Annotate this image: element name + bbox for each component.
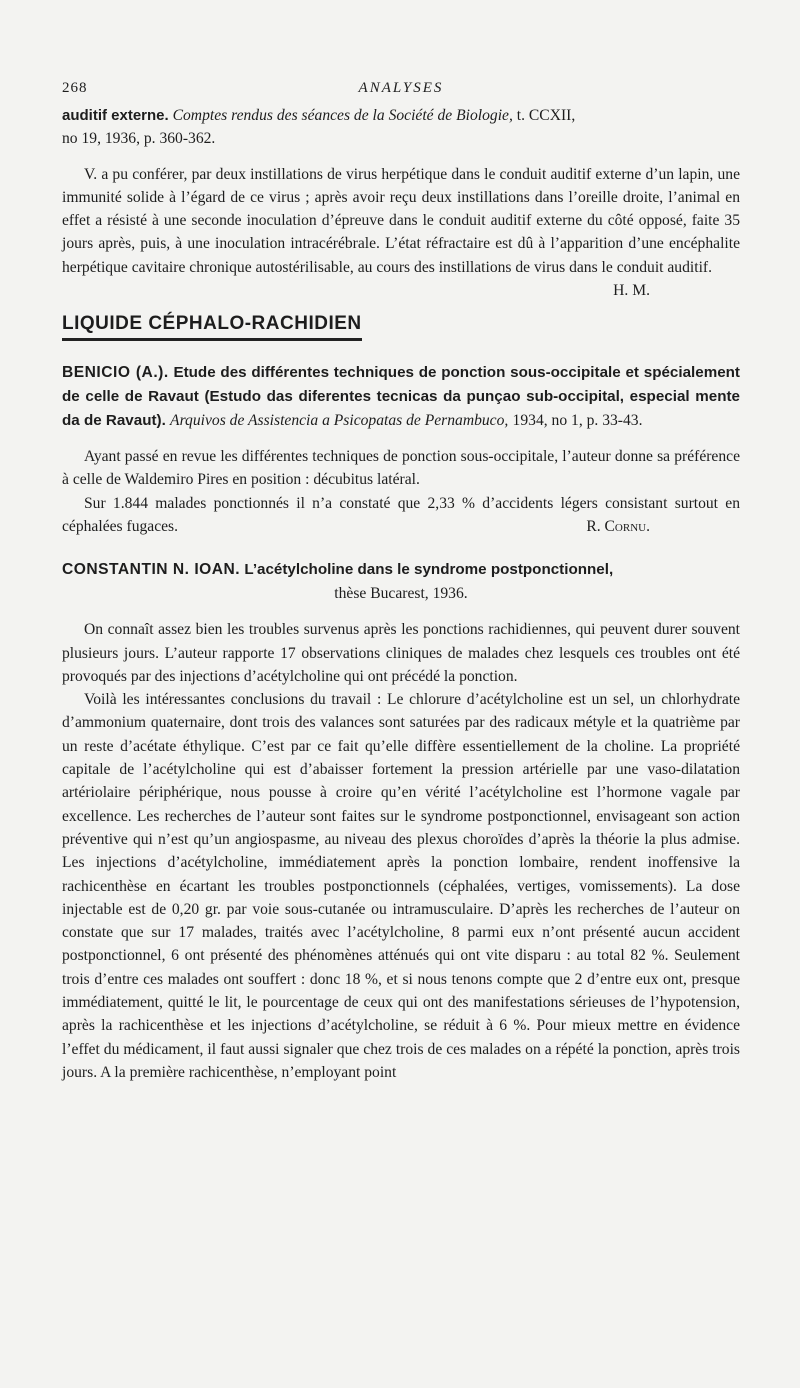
page-number: 268 [62,80,88,96]
article2-title: L’acétylcholine dans le syndrome postponctionnel, [244,561,614,579]
intro-header-bold: auditif externe. [62,107,169,124]
running-title: ANALYSES [358,80,444,96]
intro-body [62,163,740,300]
intro-header-ref-2: no 19, 1936, p. 360-362. [62,130,216,148]
article2-header [62,558,740,606]
article1-title: Etude des différentes techniques de ponction sous-occipitale et spécialement de celle de Ravaut (Estudo das diferentes tecnicas da punçao sub-occipital, especial mente da de Ravaut). [62,364,740,430]
intro-body-text: V. a pu conférer, par deux instillations de virus herpétique dans le conduit auditif externe d’un lapin, une immunité solide à l’égard de ce virus ; après avoir reçu deux instillations dans l’oreille droite, l’animal en effet a résisté à une seconde inoculation d’épreuve dans le conduit auditif externe du côté opposé, faite 35 jours après, puis, à une inoculation intracérébrale. L’état réfractaire est dû à l’apparition d’une encéphalite herpétique cavitaire chronique autostérilisable, au cours des instillations de virus dans le conduit auditif. [62,165,740,276]
section-title: LIQUIDE CÉPHALO-RACHIDIEN [62,313,362,341]
article2-subtitle: thèse Bucarest, 1936. [334,585,468,603]
article1-signature [564,515,650,538]
intro-header [62,104,740,151]
intro-header-ref: t. CCXII, [516,107,576,124]
article2-para1: On connaît assez bien les troubles survenus après les ponctions rachidiennes, qui peuvent durer souvent plusieurs jours. L’auteur rapporte 17 observations cliniques de malades chez lesquels ces troubles ont été provoqués par des injections d’acétylcholine qui ont précédé la ponction. [62,621,740,685]
article1-author: BENICIO (A.). [62,364,169,382]
article1-journal: Arquivos de Assistencia a Psicopatas de Pernambuco, [170,412,509,430]
article1-signature-initial: R. [586,517,601,535]
journal-page [62,80,740,1084]
intro-header-journal: Comptes rendus des séances de la Société de Biologie, [172,107,513,124]
article1-ref: 1934, no 1, p. 33-43. [512,412,643,430]
article2-author: CONSTANTIN N. IOAN. [62,561,241,579]
article1-para2-text: Sur 1.844 malades ponctionnés il n’a constaté que 2,33 % d’accidents légers consistant surtout en céphalées fugaces. [62,494,740,535]
running-head [62,80,740,104]
article1-para1: Ayant passé en revue les différentes techniques de ponction sous-occipitale, l’auteur donne sa préférence à celle de Waldemiro Pires en position : décubitus latéral. [62,448,740,489]
article1-signature-name: Cornu. [604,517,650,535]
article1-header [62,361,740,433]
intro-signature: H. M. [613,282,650,300]
article1-para2 [62,492,740,539]
article2-para2: Voilà les intéressantes conclusions du travail : Le chlorure d’acétylcholine est un sel, un chlorhydrate d’ammonium quaternaire, dont trois des valances sont saturées par des radicaux métyle et la quatrième par un reste d’acétate éthylique. C’est par ce fait qu’elle diffère essentiellement de la choline. La propriété capitale de l’acétylcholine qui est d’abaisser fortement la pression artérielle par une vaso-dilatation artériolaire périphérique, nous pousse à croire qu’en vérité l’acétylcholine est l’hormone vagale par excellence. Les recherches de l’auteur sont faites sur le syndrome postponctionnel, envisageant son action préventive qui n’est qu’un angiospasme, au niveau des plexus choroïdes d’après la théorie la plus admise. Les injections d’acétylcholine, immédiatement après la ponction lombaire, rendent inoffensive la rachicenthèse en écartant les troubles postponctionnels (céphalées, vertiges, vomissements). La dose injectable est de 0,20 gr. par voie sous-cutanée ou intramusculaire. D’après les recherches de l’auteur on constate que sur 17 malades, traités avec l’acétylcholine, 8 parmi eux n’ont présenté aucun accident postponctionnel, 6 ont présenté des phénomènes atténués qui ont vite disparu : au total 82 %. Seulement trois d’entre ces malades ont souffert : donc 18 %, et si nous tenons compte que 2 d’entre eux ont, presque immédiatement, quitté le lit, le pourcentage de ceux qui ont des manifestations sérieuses de l’hypotension, après la rachicenthèse et les injections d’acétylcholine, se réduit à 6 %. Pour mieux mettre en évidence l’effet du médicament, il faut aussi signaler que chez trois de ces malades on a répété la ponction, après trois jours. A la première rachicenthèse, n’employant point [62,691,740,1081]
